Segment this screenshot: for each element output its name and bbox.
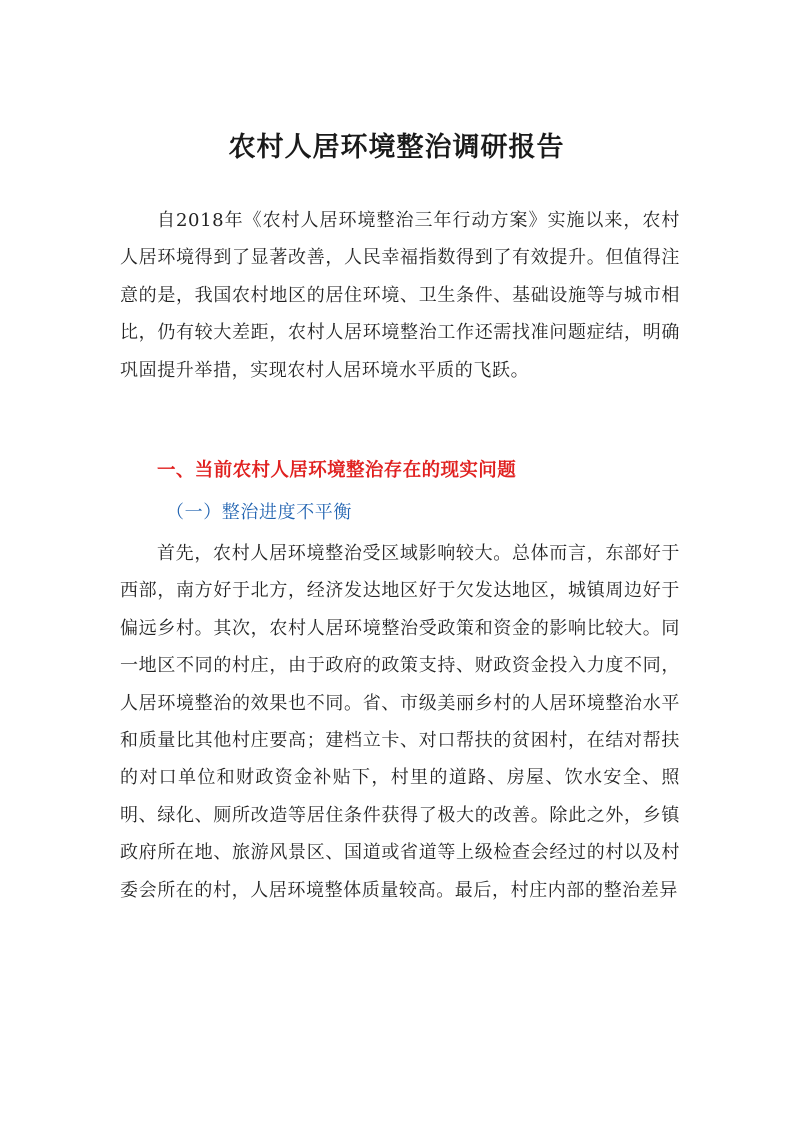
intro-paragraph: 自2018年《农村人居环境整治三年行动方案》实施以来，农村人居环境得到了显著改善，人民幸福指数得到了有效提升。但值得注意的是，我国农村地区的居住环境、卫生条件、基础设施等与城市相比，仍有较大差距，农村人居环境整治工作还需找准问题症结，明确巩固提升举措，实现农村人居环境水平质的飞跃。 <box>120 210 680 381</box>
body-paragraph: 首先，农村人居环境整治受区域影响较大。总体而言，东部好于西部，南方好于北方，经济发达地区好于欠发达地区，城镇周边好于偏远乡村。其次，农村人居环境整治受政策和资金的影响比较大。同一地区不同的村庄，由于政府的政策支持、财政资金投入力度不同，人居环境整治的效果也不同。省、市级美丽乡村的人居环境整治水平和质量比其他村庄要高；建档立卡、对口帮扶的贫困村，在结对帮扶的对口单位和财政资金补贴下，村里的道路、房屋、饮水安全、照明、绿化、厕所改造等居住条件获得了极大的改善。除此之外，乡镇政府所在地、旅游风景区、国道或省道等上级检查会经过的村以及村委会所在的村，人居环境整体质量较高。最后，村庄内部的整治差异 <box>120 543 680 901</box>
section-heading: 一、当前农村人居环境整治存在的现实问题 <box>157 460 517 481</box>
document-title: 农村人居环境整治调研报告 <box>228 132 565 163</box>
subsection-heading: （一）整治进度不平衡 <box>166 502 352 523</box>
